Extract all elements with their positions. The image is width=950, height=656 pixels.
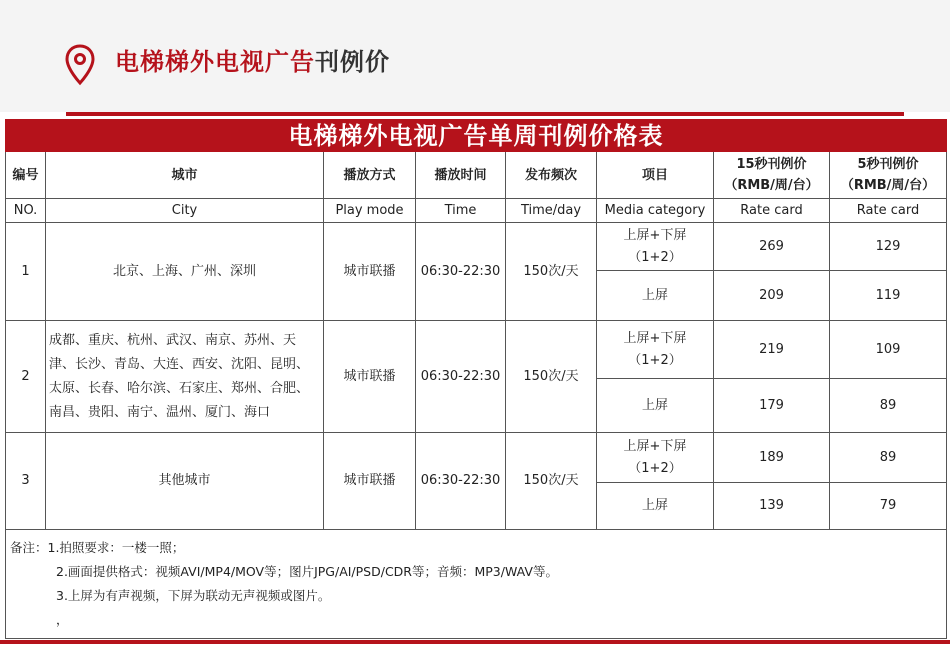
cell-cities: 其他城市 xyxy=(46,433,324,530)
table-row xyxy=(6,321,947,379)
cell-rate15: 179 xyxy=(714,379,830,433)
note-line-3: 3.上屏为有声视频，下屏为联动无声视频或图片。 xyxy=(56,588,331,603)
cell-time: 06:30-22:30 xyxy=(416,433,506,530)
cell-item xyxy=(597,223,714,271)
cell-item-line1: 上屏+下屏 xyxy=(623,438,687,454)
cell-rate15: 139 xyxy=(714,483,830,530)
price-table xyxy=(5,119,947,639)
table-banner: 电梯梯外电视广告单周刊例价格表 xyxy=(6,120,947,152)
cell-time: 06:30-22:30 xyxy=(416,223,506,321)
cell-mode: 城市联播 xyxy=(324,223,416,321)
cell-no: 2 xyxy=(6,321,46,433)
cell-no: 3 xyxy=(6,433,46,530)
notes-cell xyxy=(6,530,947,639)
header-accent-bar xyxy=(66,112,904,116)
cell-item xyxy=(597,321,714,379)
location-pin-icon xyxy=(64,44,96,86)
cell-rate15: 209 xyxy=(714,271,830,321)
cell-time: 06:30-22:30 xyxy=(416,321,506,433)
header-freq: 发布频次 xyxy=(506,152,597,199)
cell-freq: 150次/天 xyxy=(506,433,597,530)
cell-rate5: 89 xyxy=(830,379,947,433)
cell-cities: 北京、上海、广州、深圳 xyxy=(46,223,324,321)
page-title xyxy=(115,46,390,78)
note-line-2: 2.画面提供格式：视频AVI/MP4/MOV等；图片JPG/AI/PSD/CDR等；音频：MP3/WAV等。 xyxy=(56,564,558,579)
cell-mode: 城市联播 xyxy=(324,433,416,530)
footer-rule xyxy=(0,640,950,644)
cell-item: 上屏 xyxy=(597,379,714,433)
cell-item: 上屏 xyxy=(597,271,714,321)
header-city: 城市 xyxy=(46,152,324,199)
table-row xyxy=(6,223,947,271)
header-mode: 播放方式 xyxy=(324,152,416,199)
cell-item-line1: 上屏+下屏 xyxy=(623,227,687,243)
note-line-1: 备注：1.拍照要求：一楼一照； xyxy=(10,540,185,555)
cell-freq: 150次/天 xyxy=(506,223,597,321)
note-line-4: ， xyxy=(56,612,69,627)
header-rate15 xyxy=(714,152,830,199)
header-freq-en: Time/day xyxy=(506,199,597,223)
header-rate5-line2: （RMB/周/台） xyxy=(840,178,936,193)
cell-item-line2: （1+2） xyxy=(628,460,682,476)
table-banner-row xyxy=(6,120,947,152)
cell-freq: 150次/天 xyxy=(506,321,597,433)
header-row-cn xyxy=(6,152,947,199)
cell-item-line1: 上屏+下屏 xyxy=(623,330,687,346)
cell-item-line2: （1+2） xyxy=(628,352,682,368)
cell-rate5: 89 xyxy=(830,433,947,483)
page-title-dark: 刊例价 xyxy=(315,48,390,76)
cell-rate5: 129 xyxy=(830,223,947,271)
header-no: 编号 xyxy=(6,152,46,199)
cell-no: 1 xyxy=(6,223,46,321)
header-rate15-en: Rate card xyxy=(714,199,830,223)
header-time-en: Time xyxy=(416,199,506,223)
cell-rate15: 269 xyxy=(714,223,830,271)
table-row xyxy=(6,433,947,483)
cell-item-line2: （1+2） xyxy=(628,249,682,265)
page-title-red: 电梯梯外电视广告 xyxy=(115,48,315,76)
cell-rate5: 79 xyxy=(830,483,947,530)
header-rate15-line1: 15秒刊例价 xyxy=(736,157,807,172)
cell-item xyxy=(597,433,714,483)
header-rate5 xyxy=(830,152,947,199)
cell-rate15: 189 xyxy=(714,433,830,483)
cell-rate5: 119 xyxy=(830,271,947,321)
cell-rate5: 109 xyxy=(830,321,947,379)
cell-mode: 城市联播 xyxy=(324,321,416,433)
cell-rate15: 219 xyxy=(714,321,830,379)
header-no-en: NO. xyxy=(6,199,46,223)
header-item-en: Media category xyxy=(597,199,714,223)
header-row-en xyxy=(6,199,947,223)
header-mode-en: Play mode xyxy=(324,199,416,223)
notes-row xyxy=(6,530,947,639)
cell-item: 上屏 xyxy=(597,483,714,530)
header-item: 项目 xyxy=(597,152,714,199)
header-rate5-line1: 5秒刊例价 xyxy=(857,157,919,172)
cell-cities: 成都、重庆、杭州、武汉、南京、苏州、天津、长沙、青岛、大连、西安、沈阳、昆明、太原、长春、哈尔滨、石家庄、郑州、合肥、南昌、贵阳、南宁、温州、厦门、海口 xyxy=(46,321,324,433)
header-time: 播放时间 xyxy=(416,152,506,199)
header-city-en: City xyxy=(46,199,324,223)
price-table-wrap xyxy=(5,119,946,639)
header-rate5-en: Rate card xyxy=(830,199,947,223)
header-rate15-line2: （RMB/周/台） xyxy=(724,178,819,193)
